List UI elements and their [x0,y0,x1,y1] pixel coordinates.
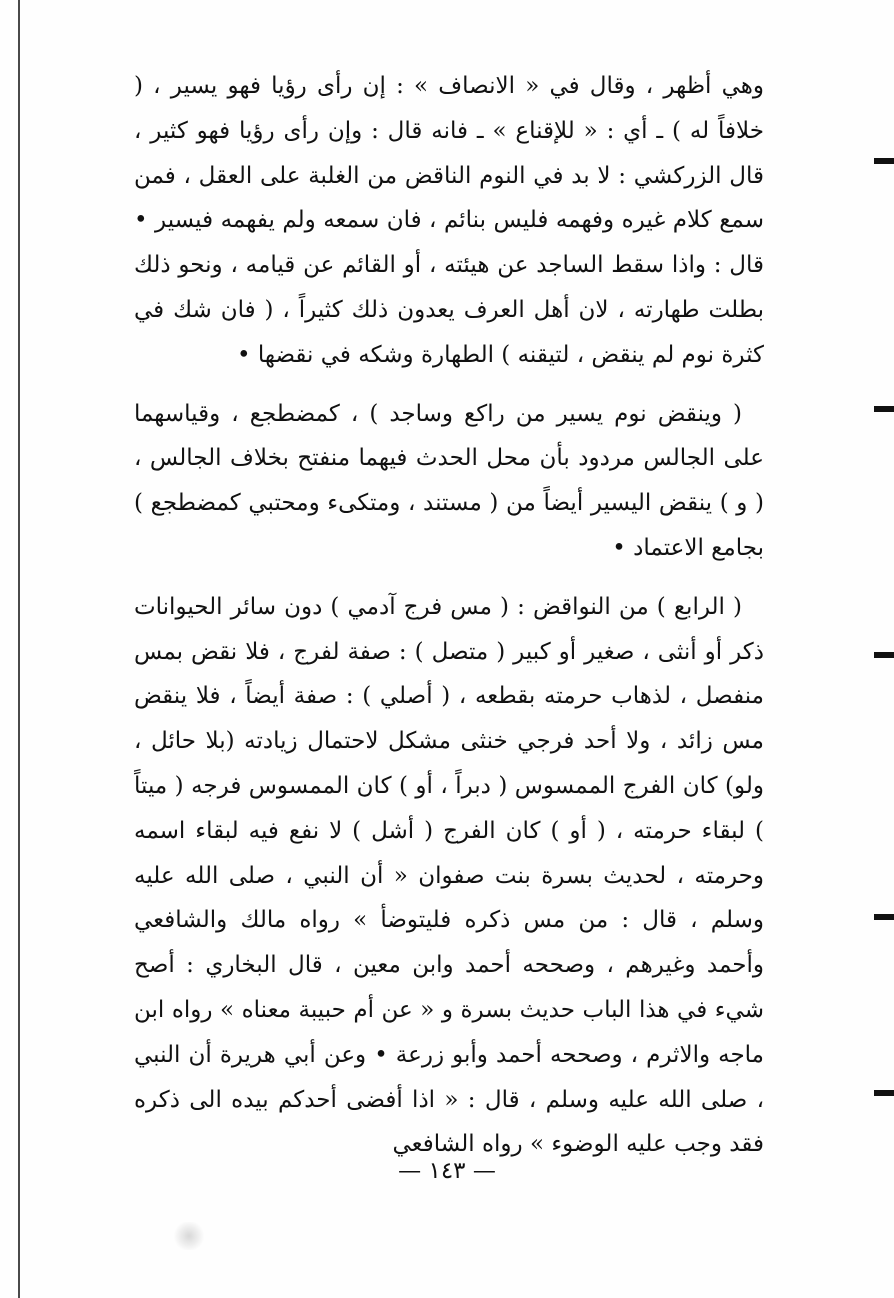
paragraph-fourth-nullifier: ( الرابع ) من النواقض : ( مس فرج آدمي ) دون سائر الحيوانات ذكر أو أنثى ، صغير أو كبير ( متصل ) : صفة لفرج ، فلا نقض بمس منفصل ، لذهاب حرمته بقطعه ، ( أصلي ) : صفة أيضاً ، فلا ينقض مس زائد ، ولا أحد فرجي خنثى مشكل لاحتمال زيادته (بلا حائل ، ولو) كان الفرج الممسوس ( دبراً ، أو ) كان الممسوس فرجه ( ميتاً ) لبقاء حرمته ، ( أو ) كان الفرج ( أشل ) لا نفع فيه لبقاء اسمه وحرمته ، لحديث بسرة بنت صفوان « أن النبي ، صلى الله عليه وسلم ، قال : من مس ذكره فليتوضأ » رواه مالك والشافعي وأحمد وغيرهم ، وصححه أحمد وابن معين ، قال البخاري : أصح شيء في هذا الباب حديث بسرة و « عن أم حبيبة معناه » رواه ابن ماجه والاثرم ، وصححه أحمد وأبو زرعة • وعن أبي هريرة أن النبي ، صلى الله عليه وسلم ، قال : « اذا أفضى أحدكم بيده الى ذكره فقد وجب عليه الوضوء » رواه الشافعي [134,593,764,1158]
scan-speck [172,1222,206,1250]
paragraph-sleep-continued: وهي أظهر ، وقال في « الانصاف » : إن رأى رؤيا فهو يسير ، ( خلافاً له ) ـ أي : « للإقناع » ـ فانه قال : وإن رأى رؤيا فهو كثير ، قال الزركشي : لا بد في النوم الناقض من الغلبة على العقل ، فمن سمع كلام غيره وفهمه فليس بنائم ، فان سمعه ولم يفهمه فيسير • قال : واذا سقط الساجد عن هيئته ، أو القائم عن قيامه ، ونحو ذلك بطلت طهارته ، لان أهل العرف يعدون ذلك كثيراً ، ( فان شك في كثرة نوم لم ينقض ، لتيقنه ) الطهارة وشكه في نقضها • [134,73,764,368]
margin-tab-mark [874,652,894,658]
margin-tab-mark [874,1090,894,1096]
margin-tab-mark [874,158,894,164]
paragraph-sleep-positions: ( وينقض نوم يسير من راكع وساجد ) ، كمضطجع ، وقياسهما على الجالس مردود بأن محل الحدث فيهما منفتح بخلاف الجالس ، ( و ) ينقض اليسير أيضاً من ( مستند ، ومتكىء ومحتبي كمضطجع ) بجامع الاعتماد • [134,400,764,561]
margin-tab-mark [874,914,894,920]
margin-tab-mark [874,406,894,412]
body-text [134,64,764,1167]
page-number: — ١٤٣ — [398,1158,496,1184]
page-edge-line [18,0,20,1298]
